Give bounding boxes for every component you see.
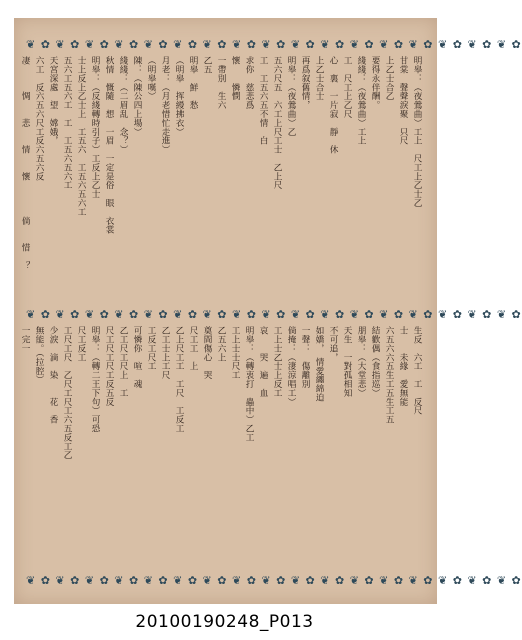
- lyric-column: 少淚 滴 染 花 香: [48, 326, 58, 424]
- lyric-column: 乙五: [202, 56, 212, 74]
- bottom-lyrics-section: [20, 326, 422, 570]
- lyric-column: 明皋：（反綫轉時引子）工反上乙士: [90, 56, 100, 199]
- lyric-column: （明皋嘆）: [146, 56, 156, 101]
- ornamental-border-top: ❦ ✿ ❦ ✿ ❦ ✿ ❦ ✿ ❦ ✿ ❦ ✿ ❦ ✿ ❦ ✿ ❦ ✿ ❦ ✿ ❦ ✿ ❦ ✿ ❦ ✿ ❦ ✿ ❦ ✿ ❦ ✿ ❦ ✿: [26, 38, 522, 51]
- lyric-column: 明皋：（夜鶯曲）工上 尺工上乙士乙: [412, 56, 422, 208]
- lyric-column: 六工 反六五六尺工反六五六反: [34, 56, 44, 181]
- archive-id-label: 20100190248_P013: [135, 612, 314, 632]
- lyric-column: 明皋：（轉衷打 蟲中）乙工: [244, 326, 254, 442]
- lyric-column: 綫綫：（夜鶯曲）工上: [356, 56, 366, 145]
- lyric-column: 尺工反工: [76, 326, 86, 362]
- lyric-column: 結歡偶（食指巡）: [370, 326, 380, 398]
- lyric-column: 生反 六工 工 反尺: [412, 326, 422, 415]
- lyric-column: 工 工五六五不情 白: [258, 56, 268, 145]
- lyric-column: （明皋 挥縵拂衣）: [174, 56, 184, 137]
- lyric-column: 再爲叙舊情，: [300, 56, 310, 110]
- lyric-column: 明皋：（夜鶯曲）乙: [286, 56, 296, 137]
- lyric-column: 如嬌， 情愛纏綿迫: [314, 326, 324, 402]
- lyric-column: 工 尺工上乙尺: [342, 56, 352, 119]
- lyric-column: 明皋 鮮 愁: [188, 56, 198, 110]
- ornamental-border-middle: ❦ ✿ ❦ ✿ ❦ ✿ ❦ ✿ ❦ ✿ ❦ ✿ ❦ ✿ ❦ ✿ ❦ ✿ ❦ ✿ ❦ ✿ ❦ ✿ ❦ ✿ ❦ ✿ ❦ ✿ ❦ ✿ ❦ ✿: [26, 308, 522, 321]
- lyric-column: 秋情 慨隨 想 一眉 一定是俗 眼 衣裳: [104, 56, 114, 234]
- lyric-column: 奠間傷心 哭: [202, 326, 212, 380]
- lyric-column: 工尺工尺 乙尺工尺工六五反工乙: [62, 326, 72, 460]
- lyric-column: 心 裏 一片寂 靜 休: [328, 56, 338, 154]
- lyric-column: 六五六六五生工五生工五: [384, 326, 394, 424]
- lyric-column: 尺工尺工尺工反五反: [104, 326, 114, 407]
- lyric-column: 士 未緣 愛無能: [398, 326, 408, 407]
- lyric-column: 無能。（拉腔）: [34, 326, 44, 384]
- lyric-column: 乙上尺工工 工尺 工反工: [174, 326, 184, 433]
- lyric-column: 五六尺五 六工上尺工士 乙上尺: [272, 56, 282, 190]
- lyric-column: 求你 慈悲爲: [244, 56, 254, 110]
- lyric-column: 綫綫：（二眉乱 念？）: [118, 56, 128, 154]
- lyric-column: 要得永伴酬。: [370, 56, 380, 110]
- lyric-column: 乙工尺工尺上 工: [118, 326, 128, 398]
- lyric-column: 乙五六上: [216, 326, 226, 362]
- lyric-column: 上乙士合乙: [384, 56, 394, 101]
- lyric-column: 上乙士合士: [314, 56, 324, 101]
- lyric-column: 天宮深處 望 嫦娥，: [48, 56, 58, 145]
- lyric-column: 一聲： 傷離別: [300, 326, 310, 389]
- document-page: [14, 18, 522, 604]
- lyric-column: 工反工尺工: [146, 326, 156, 371]
- lyric-column: 甘棠 聲聲淚聚 只尺: [398, 56, 408, 145]
- lyric-column: 乙工士上工尺: [160, 326, 170, 380]
- lyric-column: 工上士士尺工: [230, 326, 240, 380]
- lyric-column: 五六工五六工 工 工五六五六工: [62, 56, 72, 190]
- lyric-column: 一完一: [20, 326, 30, 353]
- lyric-column: 不可追，: [328, 326, 338, 362]
- lyric-column: 工上士乙士上反工: [272, 326, 282, 398]
- lyric-column: 尺工工 上: [188, 326, 198, 371]
- lyric-column: 可憐你 喧 魂: [132, 326, 142, 389]
- lyric-column: 天生 一對孤相知: [342, 326, 352, 398]
- lyric-column: 月老：（月老惜忙走進）: [160, 56, 170, 154]
- lyric-column: 陳：（陳公四上場）: [132, 56, 142, 137]
- lyric-column: 哀 哭 遍 血: [258, 326, 268, 398]
- lyric-column: 懷 憐憫: [230, 56, 240, 101]
- lyric-column: 倘掩：（淒涼唱工）: [286, 326, 296, 407]
- top-lyrics-section: [20, 56, 422, 304]
- lyric-column: 凄 惆 悲 情 懷 倘 惜 ？: [20, 56, 30, 270]
- ornamental-border-bottom: ❦ ✿ ❦ ✿ ❦ ✿ ❦ ✿ ❦ ✿ ❦ ✿ ❦ ✿ ❦ ✿ ❦ ✿ ❦ ✿ ❦ ✿ ❦ ✿ ❦ ✿ ❦ ✿ ❦ ✿ ❦ ✿ ❦ ✿: [26, 574, 522, 587]
- lyric-column: 一帶別 生六: [216, 56, 226, 110]
- lyric-column: 朋皋：（大堂悲）: [356, 326, 366, 398]
- lyric-column: 士上反上乙士上 工五六 工五六五六工: [76, 56, 86, 217]
- lyric-column: 明皋：（轉二王下句）可恐: [90, 326, 100, 433]
